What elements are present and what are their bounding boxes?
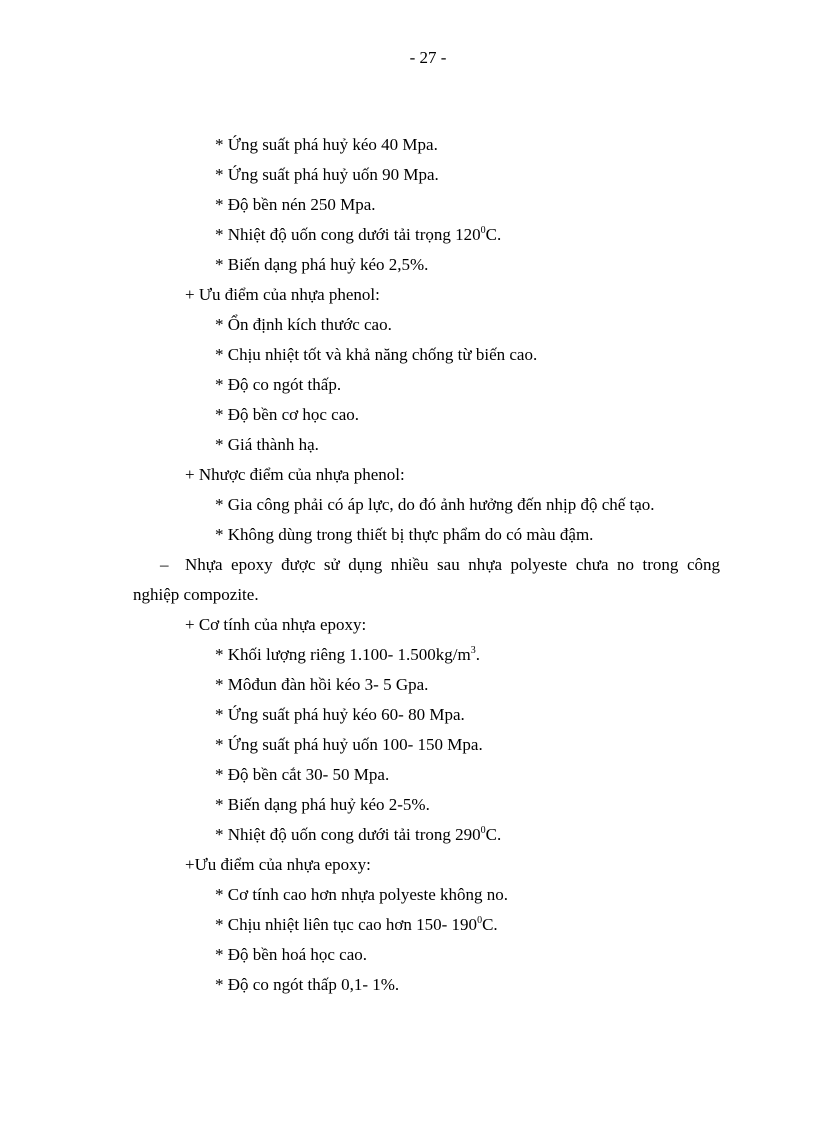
list-item: * Ổn định kích thước cao. xyxy=(215,315,392,334)
list-item: * Nhiệt độ uốn cong dưới tải trong $290^0C$. xyxy=(215,825,502,844)
page-number: - 27 - xyxy=(409,48,447,67)
list-item: * Độ bền cơ học cao. xyxy=(215,405,359,424)
paragraph-line: – Nhựa epoxy được sử dụng nhiều sau nhựa polyeste chưa no trong công xyxy=(0,550,720,580)
list-item: * Độ bền nén 250 Mpa. xyxy=(215,195,376,214)
list-item: * Biến dạng phá huỷ kéo 2-5%. xyxy=(215,795,430,814)
list-item: * Ứng suất phá huỷ kéo 60- 80 Mpa. xyxy=(215,705,465,724)
list-item: * Độ co ngót thấp 0,1- 1%. xyxy=(215,975,400,994)
list-item: * Biến dạng phá huỷ kéo 2,5%. xyxy=(215,255,429,274)
list-item: * Không dùng trong thiết bị thực phẩm do có màu đậm. xyxy=(215,525,594,544)
list-item: * Chịu nhiệt liên tục cao hơn 150- $190^0C$. xyxy=(215,915,498,934)
list-item: * Môđun đàn hồi kéo 3- 5 Gpa. xyxy=(215,675,429,694)
list-item: * Ứng suất phá huỷ uốn 90 Mpa. xyxy=(215,165,439,184)
list-item: * Độ bền cắt 30- 50 Mpa. xyxy=(215,765,390,784)
list-item: * Nhiệt độ uốn cong dưới tải trọng $120^0C$. xyxy=(215,225,502,244)
list-item: * Ứng suất phá huỷ kéo 40 Mpa. xyxy=(215,135,438,154)
list-item: * Ứng suất phá huỷ uốn 100- 150 Mpa. xyxy=(215,735,483,754)
list-item: * Độ co ngót thấp. xyxy=(215,375,342,394)
list-item: * Chịu nhiệt tốt và khả năng chống từ biến cao. xyxy=(215,345,538,364)
document-body xyxy=(0,130,816,1000)
list-item: * Gia công phải có áp lực, do đó ảnh hưởng đến nhịp độ chế tạo. xyxy=(215,495,655,514)
section-heading: + Nhược điểm của nhựa phenol: xyxy=(185,465,405,484)
section-heading: +Ưu điểm của nhựa epoxy: xyxy=(185,855,371,874)
section-heading: + Ưu điểm của nhựa phenol: xyxy=(185,285,380,304)
paragraph-line: nghiệp compozite. xyxy=(133,585,259,604)
list-item: * Khối lượng riêng 1.100- $1.500kg/m^3$. xyxy=(215,645,480,664)
list-item: * Cơ tính cao hơn nhựa polyeste không no. xyxy=(215,885,509,904)
dash-bullet: – xyxy=(160,555,169,574)
list-item: * Giá thành hạ. xyxy=(215,435,319,454)
list-item: * Độ bền hoá học cao. xyxy=(215,945,368,964)
section-heading: + Cơ tính của nhựa epoxy: xyxy=(185,615,367,634)
